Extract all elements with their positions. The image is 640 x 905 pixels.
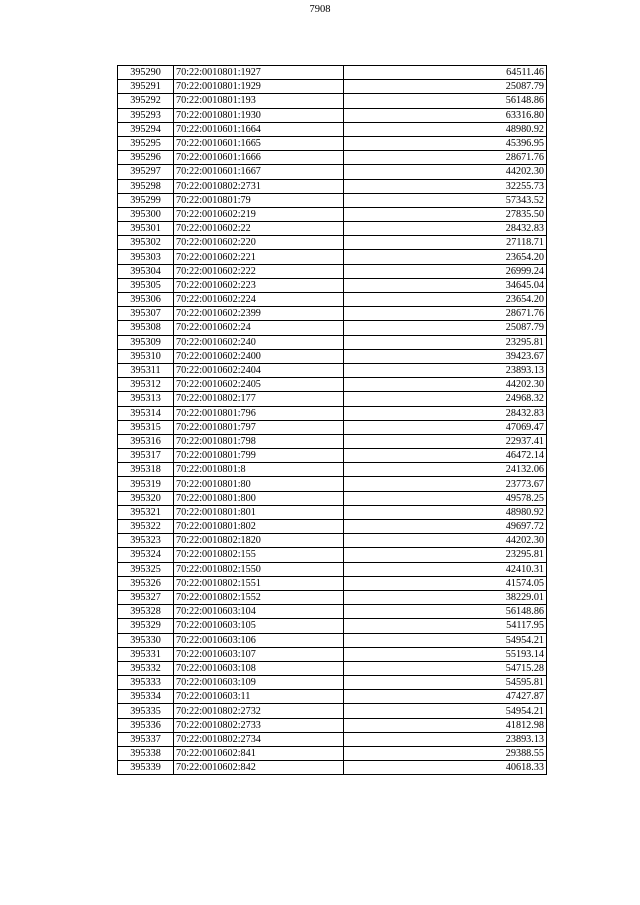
table-body (118, 66, 547, 775)
value-cell: 23295.81 (344, 335, 547, 349)
table-row (118, 690, 547, 704)
cadastral-number-cell: 70:22:0010603:11 (174, 690, 344, 704)
row-number-cell: 395325 (118, 562, 174, 576)
row-number-cell: 395320 (118, 491, 174, 505)
cadastral-number-cell: 70:22:0010602:22 (174, 222, 344, 236)
row-number-cell: 395290 (118, 66, 174, 80)
table-row (118, 66, 547, 80)
cadastral-number-cell: 70:22:0010603:104 (174, 605, 344, 619)
cadastral-number-cell: 70:22:0010801:802 (174, 520, 344, 534)
value-cell: 23773.67 (344, 477, 547, 491)
row-number-cell: 395294 (118, 122, 174, 136)
value-cell: 41812.98 (344, 718, 547, 732)
row-number-cell: 395314 (118, 406, 174, 420)
table-row (118, 80, 547, 94)
row-number-cell: 395338 (118, 747, 174, 761)
table-row (118, 434, 547, 448)
value-cell: 23654.20 (344, 250, 547, 264)
cadastral-number-cell: 70:22:0010602:224 (174, 293, 344, 307)
row-number-cell: 395297 (118, 165, 174, 179)
cadastral-number-cell: 70:22:0010602:219 (174, 207, 344, 221)
row-number-cell: 395317 (118, 449, 174, 463)
row-number-cell: 395304 (118, 264, 174, 278)
row-number-cell: 395295 (118, 136, 174, 150)
cadastral-number-cell: 70:22:0010801:1927 (174, 66, 344, 80)
cadastral-number-cell: 70:22:0010802:1552 (174, 590, 344, 604)
value-cell: 45396.95 (344, 136, 547, 150)
value-cell: 44202.30 (344, 165, 547, 179)
cadastral-number-cell: 70:22:0010602:2405 (174, 378, 344, 392)
row-number-cell: 395300 (118, 207, 174, 221)
table-row (118, 307, 547, 321)
value-cell: 28432.83 (344, 406, 547, 420)
value-cell: 25087.79 (344, 321, 547, 335)
page-number: 7908 (309, 4, 331, 15)
cadastral-number-cell: 70:22:0010602:240 (174, 335, 344, 349)
table-row (118, 108, 547, 122)
table-row (118, 349, 547, 363)
row-number-cell: 395337 (118, 732, 174, 746)
table-row (118, 747, 547, 761)
cadastral-number-cell: 70:22:0010601:1665 (174, 136, 344, 150)
cadastral-number-cell: 70:22:0010603:108 (174, 661, 344, 675)
cadastral-number-cell: 70:22:0010601:1666 (174, 151, 344, 165)
table-row (118, 151, 547, 165)
cadastral-number-cell: 70:22:0010801:800 (174, 491, 344, 505)
cadastral-number-cell: 70:22:0010602:2399 (174, 307, 344, 321)
table-row (118, 548, 547, 562)
value-cell: 47069.47 (344, 420, 547, 434)
value-cell: 54595.81 (344, 676, 547, 690)
table-row (118, 321, 547, 335)
cadastral-number-cell: 70:22:0010802:2734 (174, 732, 344, 746)
cadastral-number-cell: 70:22:0010602:842 (174, 761, 344, 775)
value-cell: 27118.71 (344, 236, 547, 250)
value-cell: 54954.21 (344, 633, 547, 647)
table-row (118, 491, 547, 505)
row-number-cell: 395339 (118, 761, 174, 775)
value-cell: 44202.30 (344, 378, 547, 392)
cadastral-number-cell: 70:22:0010801:799 (174, 449, 344, 463)
value-cell: 57343.52 (344, 193, 547, 207)
row-number-cell: 395336 (118, 718, 174, 732)
cadastral-number-cell: 70:22:0010801:193 (174, 94, 344, 108)
cadastral-number-cell: 70:22:0010801:80 (174, 477, 344, 491)
row-number-cell: 395319 (118, 477, 174, 491)
row-number-cell: 395316 (118, 434, 174, 448)
value-cell: 54715.28 (344, 661, 547, 675)
cadastral-number-cell: 70:22:0010802:177 (174, 392, 344, 406)
table-row (118, 222, 547, 236)
row-number-cell: 395334 (118, 690, 174, 704)
value-cell: 41574.05 (344, 576, 547, 590)
table-row (118, 449, 547, 463)
table-row (118, 761, 547, 775)
table-row (118, 661, 547, 675)
table-row (118, 236, 547, 250)
table-row (118, 562, 547, 576)
row-number-cell: 395291 (118, 80, 174, 94)
row-number-cell: 395312 (118, 378, 174, 392)
row-number-cell: 395306 (118, 293, 174, 307)
row-number-cell: 395315 (118, 420, 174, 434)
value-cell: 46472.14 (344, 449, 547, 463)
table-row (118, 534, 547, 548)
table-row (118, 122, 547, 136)
value-cell: 28432.83 (344, 222, 547, 236)
table-row (118, 278, 547, 292)
row-number-cell: 395335 (118, 704, 174, 718)
cadastral-number-cell: 70:22:0010603:107 (174, 647, 344, 661)
row-number-cell: 395324 (118, 548, 174, 562)
cadastral-number-cell: 70:22:0010602:221 (174, 250, 344, 264)
value-cell: 23295.81 (344, 548, 547, 562)
row-number-cell: 395311 (118, 363, 174, 377)
table-row (118, 732, 547, 746)
table-row (118, 420, 547, 434)
value-cell: 32255.73 (344, 179, 547, 193)
table-row (118, 505, 547, 519)
value-cell: 55193.14 (344, 647, 547, 661)
row-number-cell: 395326 (118, 576, 174, 590)
table-row (118, 335, 547, 349)
cadastral-number-cell: 70:22:0010603:109 (174, 676, 344, 690)
row-number-cell: 395310 (118, 349, 174, 363)
row-number-cell: 395301 (118, 222, 174, 236)
cadastral-number-cell: 70:22:0010801:79 (174, 193, 344, 207)
row-number-cell: 395305 (118, 278, 174, 292)
value-cell: 44202.30 (344, 534, 547, 548)
table-row (118, 590, 547, 604)
row-number-cell: 395330 (118, 633, 174, 647)
table-row (118, 136, 547, 150)
table-row (118, 477, 547, 491)
registry-table (117, 65, 547, 775)
table-row (118, 576, 547, 590)
row-number-cell: 395328 (118, 605, 174, 619)
table-row (118, 605, 547, 619)
cadastral-number-cell: 70:22:0010601:1667 (174, 165, 344, 179)
row-number-cell: 395307 (118, 307, 174, 321)
value-cell: 29388.55 (344, 747, 547, 761)
table-row (118, 378, 547, 392)
cadastral-number-cell: 70:22:0010602:841 (174, 747, 344, 761)
value-cell: 40618.33 (344, 761, 547, 775)
cadastral-number-cell: 70:22:0010602:24 (174, 321, 344, 335)
row-number-cell: 395321 (118, 505, 174, 519)
value-cell: 34645.04 (344, 278, 547, 292)
table-row (118, 633, 547, 647)
cadastral-number-cell: 70:22:0010603:105 (174, 619, 344, 633)
cadastral-number-cell: 70:22:0010602:2400 (174, 349, 344, 363)
value-cell: 39423.67 (344, 349, 547, 363)
table-row (118, 463, 547, 477)
row-number-cell: 395302 (118, 236, 174, 250)
table-row (118, 179, 547, 193)
value-cell: 49697.72 (344, 520, 547, 534)
cadastral-number-cell: 70:22:0010602:2404 (174, 363, 344, 377)
value-cell: 24132.06 (344, 463, 547, 477)
cadastral-number-cell: 70:22:0010801:8 (174, 463, 344, 477)
value-cell: 23654.20 (344, 293, 547, 307)
row-number-cell: 395309 (118, 335, 174, 349)
row-number-cell: 395318 (118, 463, 174, 477)
table-row (118, 363, 547, 377)
cadastral-number-cell: 70:22:0010802:1820 (174, 534, 344, 548)
value-cell: 49578.25 (344, 491, 547, 505)
row-number-cell: 395308 (118, 321, 174, 335)
cadastral-number-cell: 70:22:0010802:1551 (174, 576, 344, 590)
row-number-cell: 395296 (118, 151, 174, 165)
cadastral-number-cell: 70:22:0010802:2733 (174, 718, 344, 732)
value-cell: 48980.92 (344, 122, 547, 136)
table-row (118, 676, 547, 690)
value-cell: 54954.21 (344, 704, 547, 718)
row-number-cell: 395323 (118, 534, 174, 548)
cadastral-number-cell: 70:22:0010602:223 (174, 278, 344, 292)
row-number-cell: 395331 (118, 647, 174, 661)
table-row (118, 165, 547, 179)
table-row (118, 406, 547, 420)
cadastral-number-cell: 70:22:0010802:1550 (174, 562, 344, 576)
value-cell: 56148.86 (344, 94, 547, 108)
cadastral-number-cell: 70:22:0010601:1664 (174, 122, 344, 136)
cadastral-number-cell: 70:22:0010802:155 (174, 548, 344, 562)
value-cell: 23893.13 (344, 732, 547, 746)
table-row (118, 647, 547, 661)
value-cell: 47427.87 (344, 690, 547, 704)
value-cell: 42410.31 (344, 562, 547, 576)
cadastral-number-cell: 70:22:0010802:2732 (174, 704, 344, 718)
cadastral-number-cell: 70:22:0010801:797 (174, 420, 344, 434)
cadastral-number-cell: 70:22:0010801:1930 (174, 108, 344, 122)
value-cell: 26999.24 (344, 264, 547, 278)
value-cell: 48980.92 (344, 505, 547, 519)
row-number-cell: 395292 (118, 94, 174, 108)
row-number-cell: 395333 (118, 676, 174, 690)
value-cell: 28671.76 (344, 151, 547, 165)
value-cell: 54117.95 (344, 619, 547, 633)
value-cell: 28671.76 (344, 307, 547, 321)
value-cell: 25087.79 (344, 80, 547, 94)
row-number-cell: 395332 (118, 661, 174, 675)
value-cell: 56148.86 (344, 605, 547, 619)
row-number-cell: 395299 (118, 193, 174, 207)
table-row (118, 264, 547, 278)
cadastral-number-cell: 70:22:0010602:222 (174, 264, 344, 278)
row-number-cell: 395329 (118, 619, 174, 633)
cadastral-number-cell: 70:22:0010602:220 (174, 236, 344, 250)
table-row (118, 520, 547, 534)
cadastral-number-cell: 70:22:0010802:2731 (174, 179, 344, 193)
table-row (118, 193, 547, 207)
row-number-cell: 395293 (118, 108, 174, 122)
cadastral-number-cell: 70:22:0010801:796 (174, 406, 344, 420)
row-number-cell: 395313 (118, 392, 174, 406)
table-row (118, 250, 547, 264)
table-row (118, 704, 547, 718)
table-row (118, 619, 547, 633)
value-cell: 38229.01 (344, 590, 547, 604)
table-row (118, 94, 547, 108)
table-row (118, 293, 547, 307)
value-cell: 23893.13 (344, 363, 547, 377)
cadastral-number-cell: 70:22:0010603:106 (174, 633, 344, 647)
cadastral-number-cell: 70:22:0010801:1929 (174, 80, 344, 94)
row-number-cell: 395322 (118, 520, 174, 534)
row-number-cell: 395303 (118, 250, 174, 264)
table-row (118, 718, 547, 732)
row-number-cell: 395327 (118, 590, 174, 604)
value-cell: 27835.50 (344, 207, 547, 221)
value-cell: 64511.46 (344, 66, 547, 80)
value-cell: 24968.32 (344, 392, 547, 406)
table-row (118, 207, 547, 221)
table-row (118, 392, 547, 406)
row-number-cell: 395298 (118, 179, 174, 193)
value-cell: 63316.80 (344, 108, 547, 122)
cadastral-number-cell: 70:22:0010801:801 (174, 505, 344, 519)
value-cell: 22937.41 (344, 434, 547, 448)
cadastral-number-cell: 70:22:0010801:798 (174, 434, 344, 448)
